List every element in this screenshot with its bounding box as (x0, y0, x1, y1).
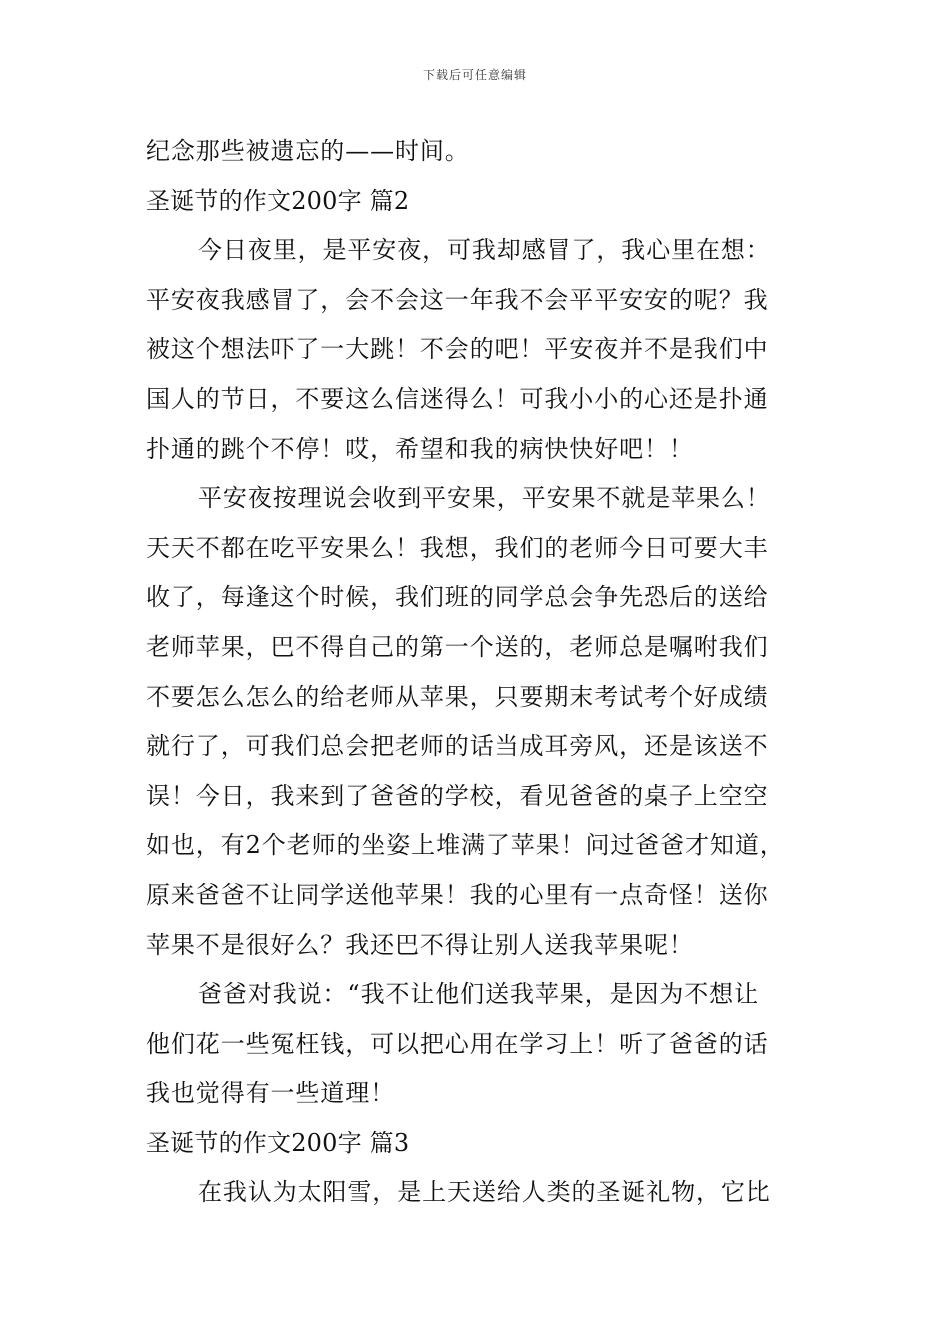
text-line: 老师苹果，巴不得自己的第一个送的，老师总是嘱咐我们 (146, 632, 769, 661)
text-line: 不要怎么怎么的给老师从苹果，只要期末考试考个好成绩 (146, 682, 769, 711)
paragraph-first-line: 在我认为太阳雪，是上天送给人类的圣诞礼物，它比 (198, 1178, 771, 1207)
text-line: 误！今日，我来到了爸爸的学校，看见爸爸的桌子上空空 (146, 781, 769, 810)
text-line: 如也，有2个老师的坐姿上堆满了苹果！问过爸爸才知道， (146, 831, 785, 860)
paragraph-first-line: 今日夜里，是平安夜，可我却感冒了，我心里在想： (198, 236, 771, 265)
text-line: 苹果不是很好么？我还巴不得让别人送我苹果呢！ (146, 930, 694, 959)
section-heading: 圣诞节的作文200字 篇3 (146, 1128, 410, 1157)
text-line: 平安夜我感冒了，会不会这一年我不会平平安安的呢？我 (146, 285, 769, 314)
page-header: 下载后可任意编辑 (422, 68, 527, 82)
text-line: 就行了，可我们总会把老师的话当成耳旁风，还是该送不 (146, 732, 769, 761)
document-body (146, 127, 806, 1218)
text-line: 国人的节日，不要这么信迷得么！可我小小的心还是扑通 (146, 384, 769, 413)
paragraph-first-line: 爸爸对我说：“我不让他们送我苹果，是因为不想让 (198, 980, 759, 1009)
text-line: 原来爸爸不让同学送他苹果！我的心里有一点奇怪！送你 (146, 880, 769, 909)
text-line: 纪念那些被遗忘的——时间。 (146, 137, 470, 165)
text-line: 收了，每逢这个时候，我们班的同学总会争先恐后的送给 (146, 583, 769, 612)
text-line: 我也觉得有一些道理！ (146, 1079, 395, 1108)
text-line: 他们花一些冤枉钱，可以把心用在学习上！听了爸爸的话 (146, 1029, 769, 1058)
paragraph-first-line: 平安夜按理说会收到平安果，平安果不就是苹果么！ (198, 484, 771, 513)
section-heading: 圣诞节的作文200字 篇2 (146, 186, 410, 215)
text-line: 天天不都在吃平安果么！我想，我们的老师今日可要大丰 (146, 533, 769, 562)
text-line: 扑通的跳个不停！哎，希望和我的病快快好吧！！ (146, 434, 694, 463)
text-line: 被这个想法吓了一大跳！不会的吧！平安夜并不是我们中 (146, 335, 769, 364)
